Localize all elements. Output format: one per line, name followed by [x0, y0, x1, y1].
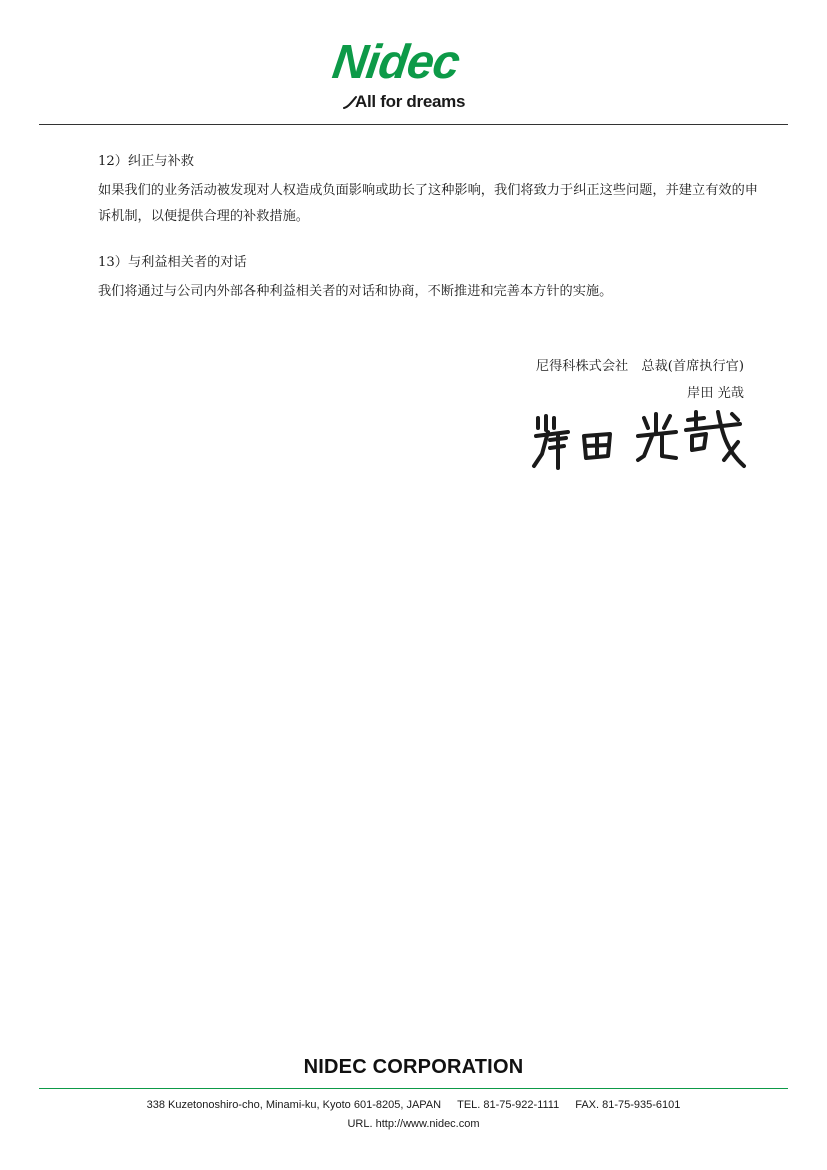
logo-tagline-group [343, 92, 493, 114]
logo-tagline: All for dreams [355, 92, 466, 111]
footer-divider [39, 1088, 788, 1089]
logo-wordmark: Nidec [329, 36, 463, 89]
company-logo [0, 36, 827, 116]
footer-address-line [0, 1098, 827, 1112]
header-divider [39, 124, 788, 125]
section-heading: 12）纠正与补救 [98, 154, 194, 169]
section-remediation [98, 152, 758, 230]
handwritten-signature [528, 406, 748, 472]
section-body: 我们将通过与公司内外部各种利益相关者的对话和协商，不断推进和完善本方针的实施。 [98, 284, 613, 299]
corporation-name: NIDEC CORPORATION [303, 1056, 524, 1078]
address-text: 338 Kuzetonoshiro-cho, Minami-ku, Kyoto 601-8205, JAPAN [146, 1099, 442, 1111]
website-url: URL. http://www.nidec.com [347, 1118, 480, 1130]
signature-block [536, 353, 744, 407]
section-heading: 13）与利益相关者的对话 [98, 255, 247, 270]
fax-text: FAX. 81-75-935-6101 [575, 1099, 681, 1111]
section-stakeholder-dialogue [98, 253, 758, 305]
signer-name: 岸田 光哉 [687, 386, 744, 401]
telephone-text: TEL. 81-75-922-1111 [457, 1099, 560, 1111]
section-body: 如果我们的业务活动被发现对人权造成负面影响或助长了这种影响，我们将致力于纠正这些问题，并建立有效的申诉机制，以便提供合理的补救措施。 [98, 183, 758, 224]
signer-title: 尼得科株式会社 总裁(首席执行官) [535, 359, 744, 374]
